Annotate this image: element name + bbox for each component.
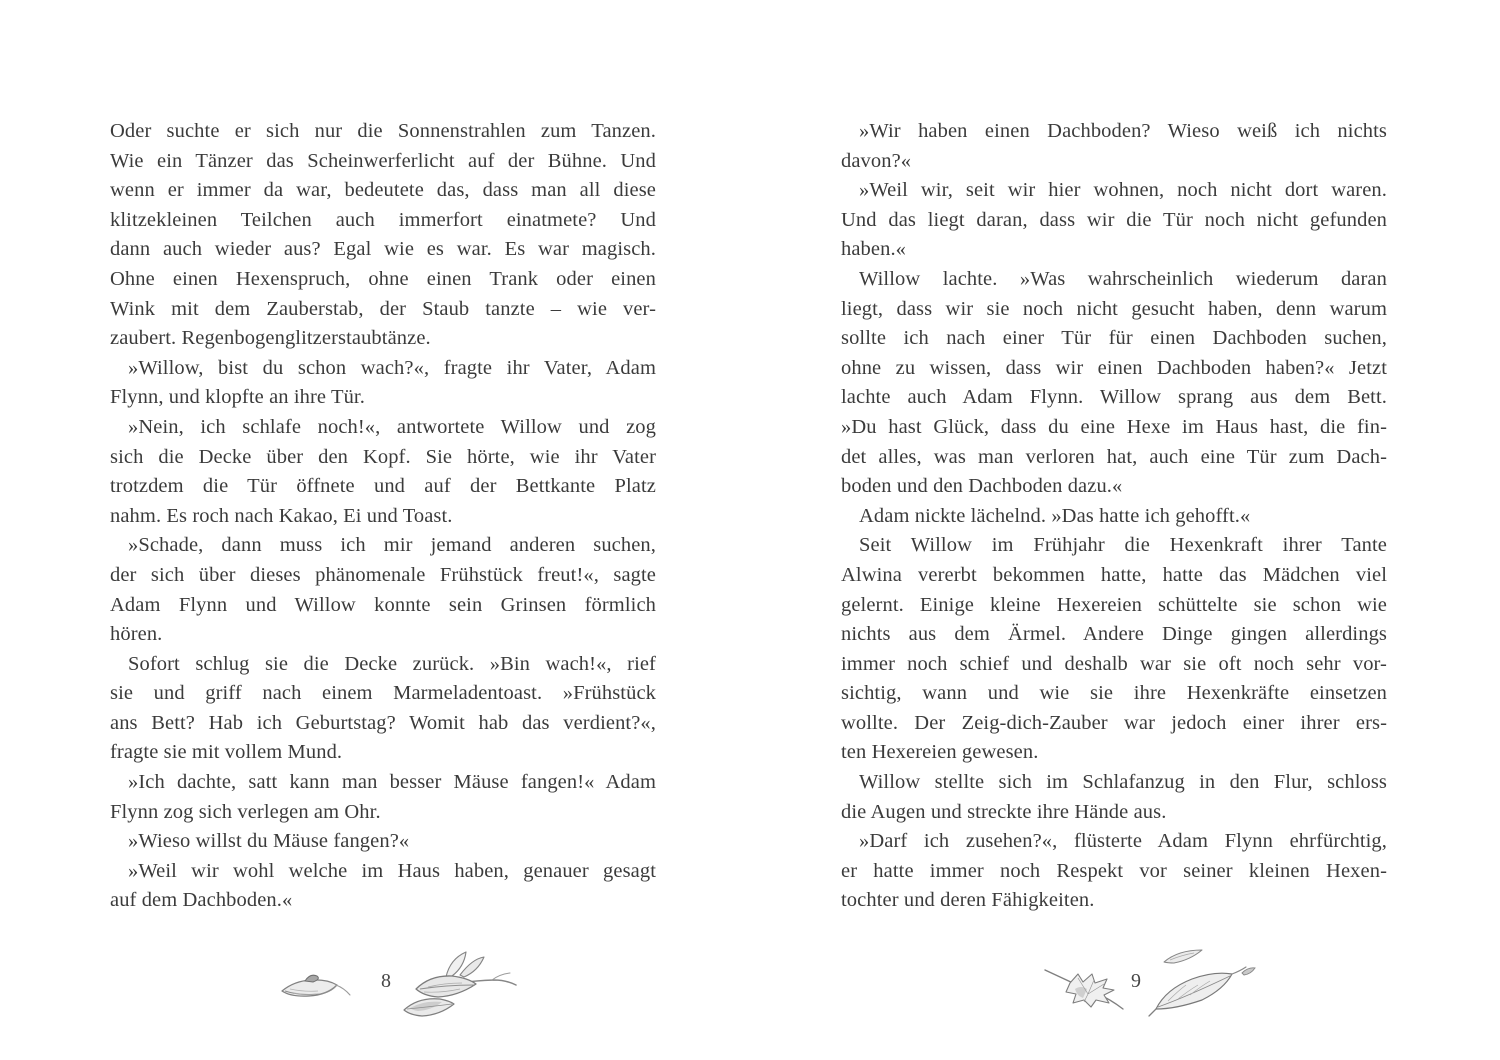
text-line: dann auch wieder aus? Egal wie es war. Es war magisch. — [110, 238, 656, 261]
text-line: Adam Flynn und Willow konnte sein Grinsen förmlich — [110, 593, 656, 616]
text-line: »Weil wir wohl welche im Haus haben, genauer gesagt — [128, 859, 656, 882]
page-right — [750, 0, 1500, 1060]
text-line: gelernt. Einige kleine Hexereien schüttelte sie schon wie — [841, 593, 1387, 616]
text-line: »Du hast Glück, dass du eine Hexe im Haus hast, die fin- — [841, 415, 1387, 438]
text-line: wollte. Der Zeig-dich-Zauber war jedoch einer ihrer ers- — [841, 711, 1387, 734]
text-line: Ohne einen Hexenspruch, ohne einen Trank oder einen — [110, 267, 656, 290]
text-line: lachte auch Adam Flynn. Willow sprang aus dem Bett. — [841, 386, 1387, 409]
text-line: hören. — [110, 623, 163, 646]
text-line: Flynn, und klopfte an ihre Tür. — [110, 386, 365, 409]
leaf-sprig-sketch-illustration — [394, 947, 518, 1021]
text-line: klitzekleinen Teilchen auch immerfort einatmete? Und — [110, 208, 656, 231]
text-line: nahm. Es roch nach Kakao, Ei und Toast. — [110, 504, 453, 527]
text-line: Wink mit dem Zauberstab, der Staub tanzte – wie ver- — [110, 297, 656, 320]
text-line: die Augen und streckte ihre Hände aus. — [841, 800, 1167, 823]
text-line: ohne zu wissen, dass wir einen Dachboden haben?« Jetzt — [841, 356, 1387, 379]
text-line: haben.« — [841, 238, 907, 261]
text-line: Willow stellte sich im Schlafanzug in den Flur, schloss — [859, 771, 1387, 794]
text-line: »Darf ich zusehen?«, flüsterte Adam Flynn ehrfürchtig, — [859, 830, 1387, 853]
text-line: immer noch schief und deshalb war sie oft noch sehr vor- — [841, 652, 1387, 675]
text-line: der sich über dieses phänomenale Frühstück freut!«, sagte — [110, 563, 656, 586]
text-line: liegt, dass wir sie noch nicht gesucht haben, denn warum — [841, 297, 1387, 320]
text-line: er hatte immer noch Respekt vor seiner kleinen Hexen- — [841, 859, 1387, 882]
maple-leaf-sketch-illustration — [1042, 962, 1126, 1012]
single-leaf-sketch-illustration — [278, 970, 352, 1004]
text-line: Adam nickte lächelnd. »Das hatte ich gehofft.« — [859, 504, 1251, 527]
text-line: det alles, was man verloren hat, auch eine Tür zum Dach- — [841, 445, 1387, 468]
text-line: Willow lachte. »Was wahrscheinlich wiederum daran — [859, 267, 1387, 290]
text-line: »Nein, ich schlafe noch!«, antwortete Willow und zog — [128, 415, 656, 438]
page-number-right: 9 — [1131, 970, 1141, 992]
text-line: sie und griff nach einem Marmeladentoast. »Frühstück — [110, 682, 656, 705]
text-line: sichtig, wann und wie sie ihre Hexenkräfte einsetzen — [841, 682, 1387, 705]
text-line: boden und den Dachboden dazu.« — [841, 475, 1123, 498]
text-line: Flynn zog sich verlegen am Ohr. — [110, 800, 381, 823]
text-line: »Wir haben einen Dachboden? Wieso weiß ich nichts — [859, 120, 1387, 142]
text-line: davon?« — [841, 149, 912, 172]
text-line: Sofort schlug sie die Decke zurück. »Bin wach!«, rief — [128, 652, 656, 675]
text-line: sich die Decke über den Kopf. Sie hörte, wie ihr Vater — [110, 445, 656, 468]
text-line: Seit Willow im Frühjahr die Hexenkraft ihrer Tante — [859, 534, 1387, 557]
text-line: fragte sie mit vollem Mund. — [110, 741, 343, 764]
text-column-left — [110, 117, 656, 916]
text-line: ten Hexereien gewesen. — [841, 741, 1039, 764]
page-number-left: 8 — [381, 970, 391, 992]
text-line: ans Bett? Hab ich Geburtstag? Womit hab das verdient?«, — [110, 711, 656, 734]
text-line: zaubert. Regenbogenglitzerstaubtänze. — [110, 327, 431, 350]
text-line: Und das liegt daran, dass wir die Tür noch nicht gefunden — [841, 208, 1387, 231]
text-line: »Willow, bist du schon wach?«, fragte ihr Vater, Adam — [128, 356, 656, 379]
feather-leaf-sprig-sketch-illustration — [1148, 947, 1256, 1017]
text-line: wenn er immer da war, bedeutete das, dass man all diese — [110, 179, 656, 202]
text-line: sollte ich nach einer Tür für einen Dachboden suchen, — [841, 327, 1387, 350]
text-line: Wie ein Tänzer das Scheinwerferlicht auf der Bühne. Und — [110, 149, 656, 172]
text-column-right — [841, 117, 1387, 916]
text-line: tochter und deren Fähigkeiten. — [841, 889, 1095, 912]
text-line: »Ich dachte, satt kann man besser Mäuse fangen!« Adam — [128, 771, 656, 794]
text-line: »Wieso willst du Mäuse fangen?« — [128, 830, 410, 853]
text-line: nichts aus dem Ärmel. Andere Dinge gingen allerdings — [841, 623, 1387, 646]
text-line: »Weil wir, seit wir hier wohnen, noch nicht dort waren. — [859, 179, 1387, 202]
text-line: Oder suchte er sich nur die Sonnenstrahlen zum Tanzen. — [110, 120, 656, 142]
text-line: »Schade, dann muss ich mir jemand anderen suchen, — [128, 534, 656, 557]
text-line: auf dem Dachboden.« — [110, 889, 293, 912]
text-line: Alwina vererbt bekommen hatte, hatte das Mädchen viel — [841, 563, 1387, 586]
text-line: trotzdem die Tür öffnete und auf der Bettkante Platz — [110, 475, 656, 498]
